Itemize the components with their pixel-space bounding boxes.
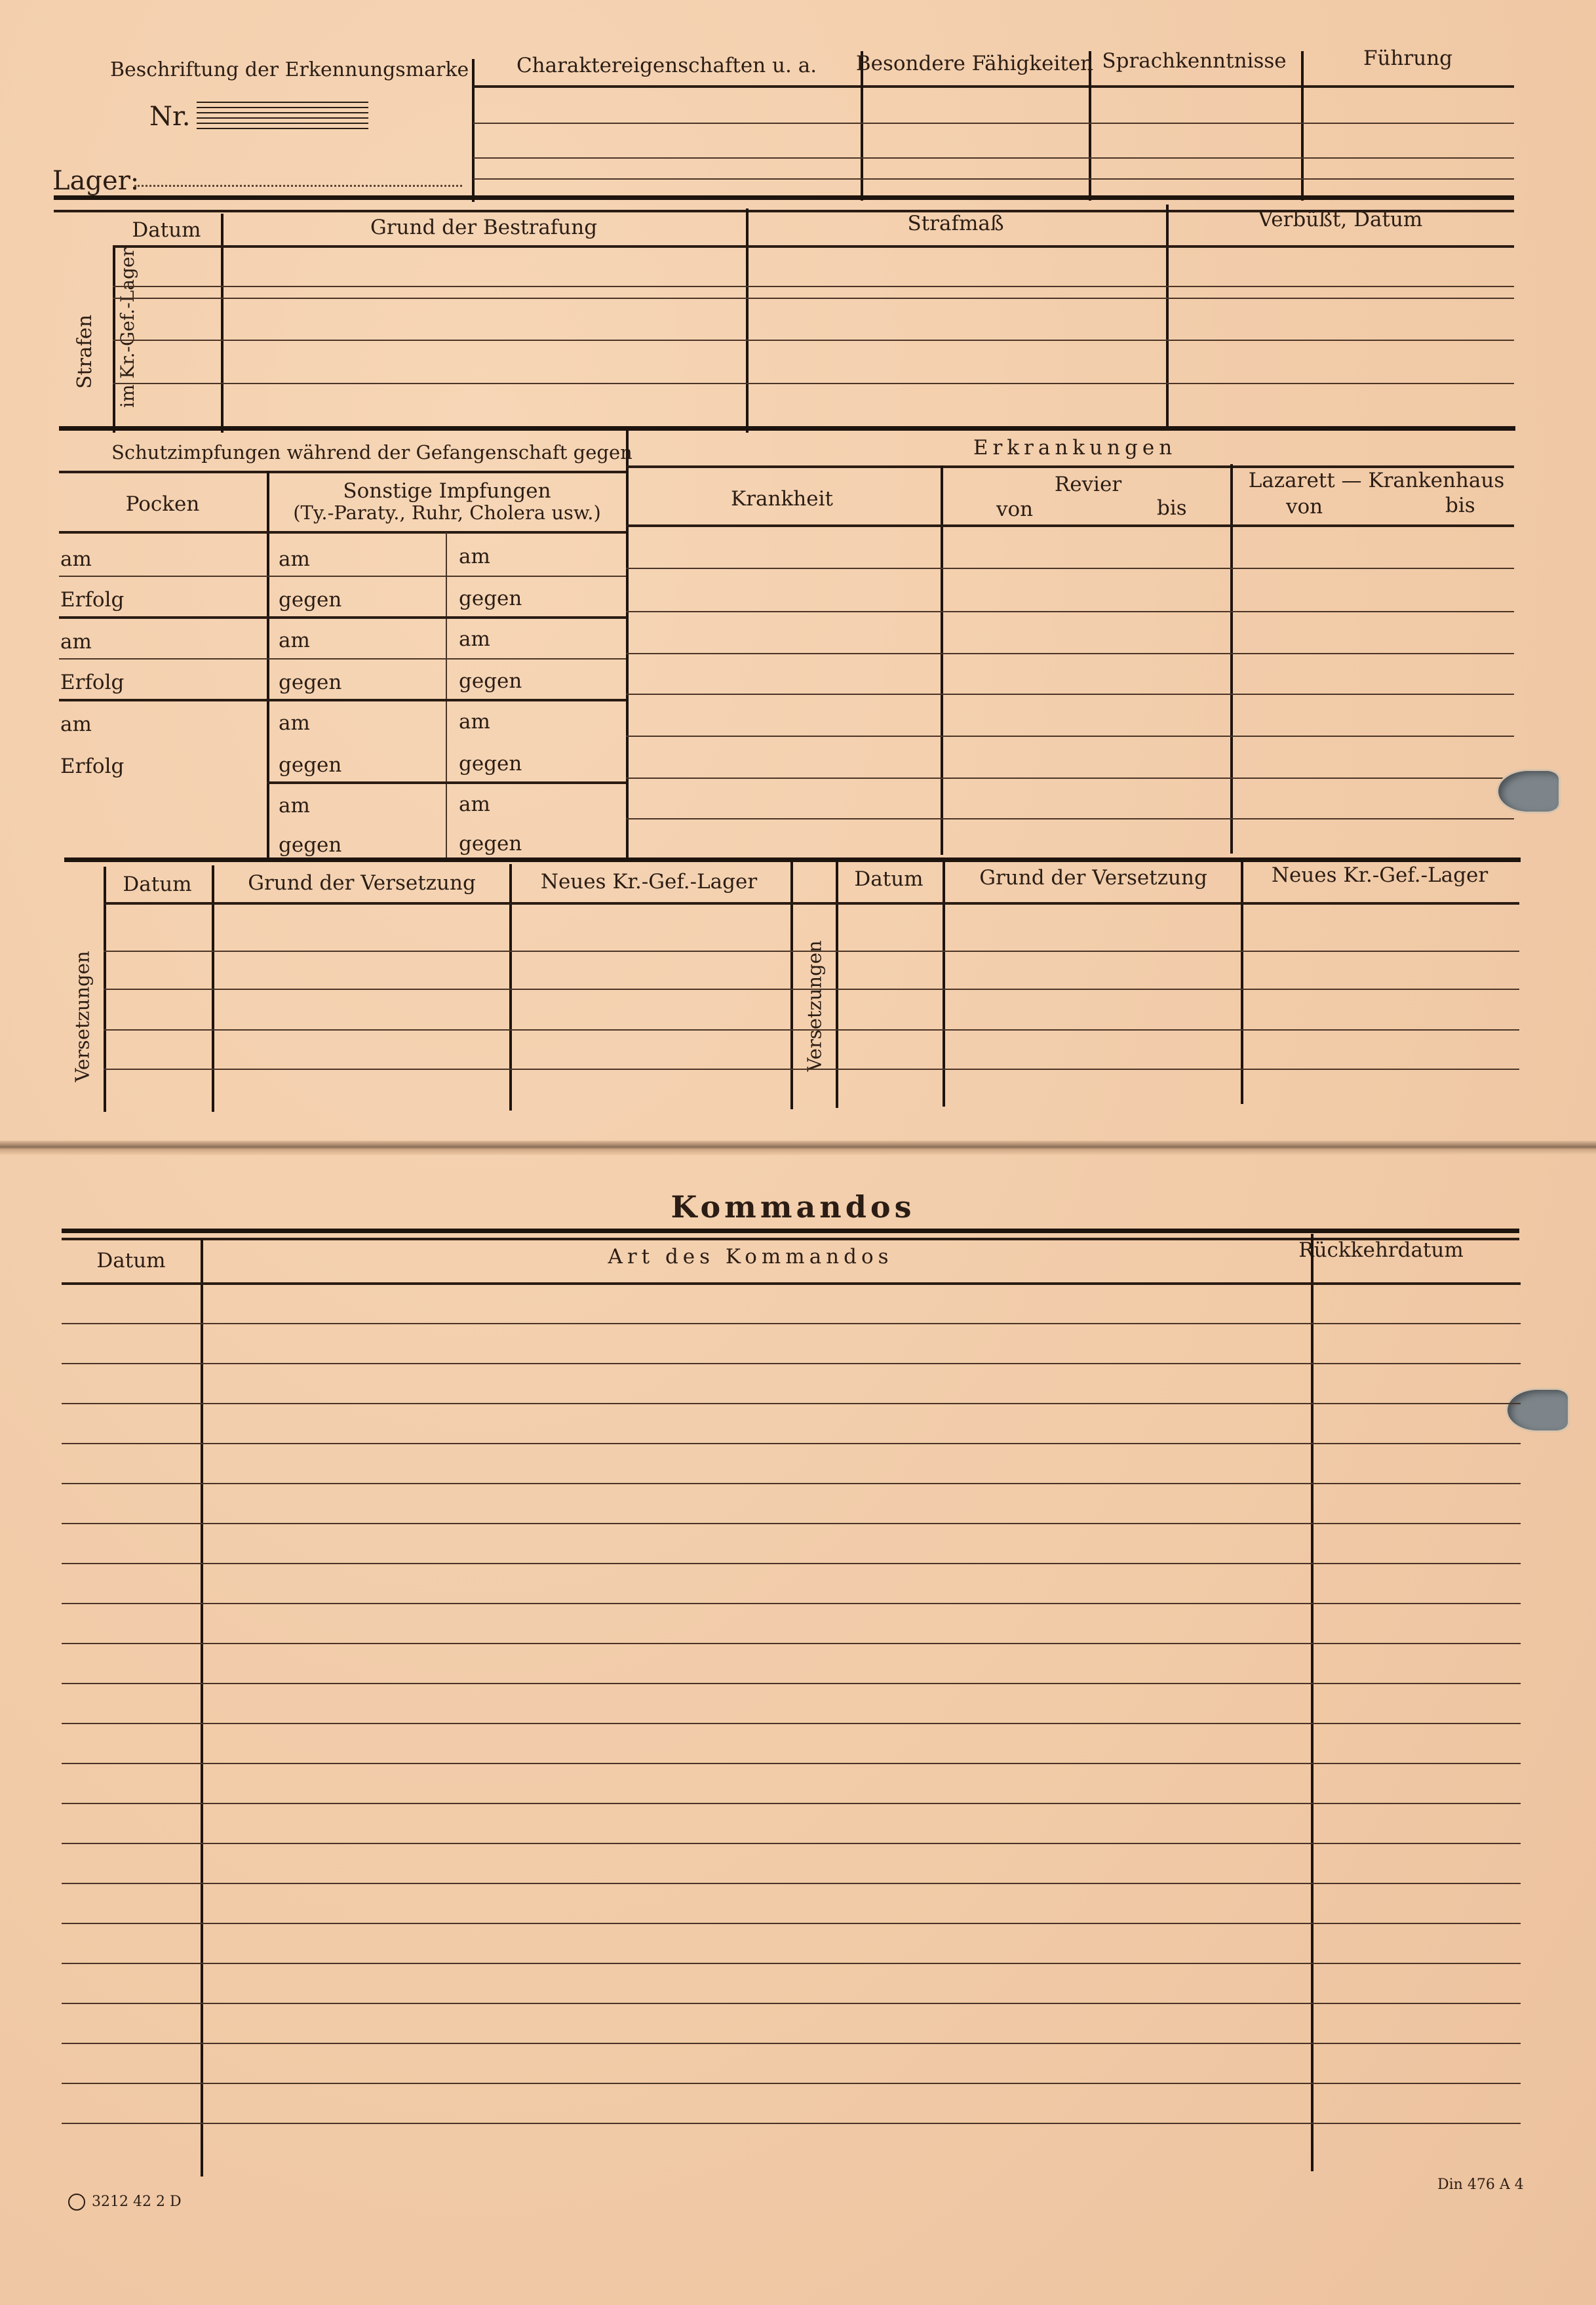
rule <box>59 576 626 577</box>
lazarett-bis: bis <box>1445 494 1475 517</box>
pocken-erfolg-3: Erfolg <box>60 755 125 778</box>
printer-mark-icon <box>68 2194 85 2211</box>
rule <box>473 178 1514 180</box>
kommando-row-rule <box>62 1483 1521 1484</box>
pocken-am-3: am <box>60 713 92 736</box>
sonstige-am-2a: am <box>279 629 310 652</box>
sonstige-gegen-4b: gegen <box>459 832 522 856</box>
rule <box>626 653 1514 654</box>
kommando-row-rule <box>62 1923 1521 1924</box>
rule <box>473 123 1514 124</box>
sonstige-am-4a: am <box>279 794 310 818</box>
sonstige-header-1: Sonstige Impfungen <box>343 479 551 503</box>
rule <box>59 658 626 660</box>
nr-label: Nr. <box>149 102 191 132</box>
kommando-row-rule <box>62 2043 1521 2044</box>
rule <box>59 531 626 534</box>
sonstige-am-2b: am <box>459 627 490 651</box>
faehigkeiten-header: Besondere Fähigkeiten <box>855 52 1094 75</box>
strafmass-header: Strafmaß <box>907 212 1004 235</box>
krankheit-header: Krankheit <box>731 487 833 511</box>
verbuesst-header: Verbüßt, Datum <box>1258 208 1423 231</box>
rule <box>59 471 626 473</box>
sonstige-gegen-4a: gegen <box>279 833 342 857</box>
kommando-row-rule <box>62 1963 1521 1964</box>
rule <box>113 245 1514 248</box>
versetzungen-side-label-right: Versetzungen <box>803 940 826 1072</box>
rule <box>626 611 1514 612</box>
pocken-header: Pocken <box>125 492 200 516</box>
lazarett-von: von <box>1286 495 1323 519</box>
strafen-side-label-1: Strafen <box>73 314 96 389</box>
kommando-row-rule <box>62 1363 1521 1364</box>
rule <box>113 286 1514 287</box>
kommando-row-rule <box>62 1843 1521 1844</box>
kommando-row-rule <box>62 1563 1521 1564</box>
divider <box>1166 205 1169 426</box>
punch-hole <box>1508 1390 1568 1430</box>
strafen-side-label-2: im Kr.-Gef.-Lager <box>117 248 138 408</box>
din-format: Din 476 A 4 <box>1437 2177 1524 2193</box>
divider <box>1311 1234 1314 2171</box>
rule <box>113 340 1514 341</box>
versetzung-lager-header-right: Neues Kr.-Gef.-Lager <box>1271 863 1489 887</box>
versetzung-grund-header-right: Grund der Versetzung <box>979 866 1207 890</box>
sonstige-gegen-2a: gegen <box>279 671 342 694</box>
revier-bis: bis <box>1157 496 1187 520</box>
kommandos-title: Kommandos <box>671 1189 916 1225</box>
versetzung-datum-header-left: Datum <box>123 873 192 896</box>
divider <box>59 426 1515 431</box>
rule <box>267 781 626 784</box>
kommando-art-header: Art des Kommandos <box>608 1245 893 1269</box>
sonstige-gegen-3b: gegen <box>459 752 522 776</box>
kommando-row-rule <box>62 1443 1521 1444</box>
rule <box>104 951 1519 952</box>
rule <box>473 157 1514 159</box>
erkennungsmarke-label: Beschriftung der Erkennungsmarke <box>110 58 469 81</box>
strafen-datum-header: Datum <box>132 218 201 242</box>
divider <box>1230 464 1233 854</box>
kommando-row-rule <box>62 1803 1521 1804</box>
divider <box>201 1239 203 2177</box>
divider <box>446 532 447 860</box>
rule <box>62 1282 1521 1285</box>
lager-label: Lager: <box>52 166 140 196</box>
revier-header: Revier <box>1054 473 1122 496</box>
kommando-row-rule <box>62 1323 1521 1324</box>
divider <box>62 1229 1519 1233</box>
rule <box>104 902 1519 905</box>
kommando-row-rule <box>62 1683 1521 1684</box>
rule <box>104 1029 1519 1031</box>
pocken-erfolg-1: Erfolg <box>60 588 125 612</box>
divider <box>472 59 475 202</box>
sonstige-am-1a: am <box>279 547 310 571</box>
pocken-erfolg-2: Erfolg <box>60 671 125 694</box>
divider <box>836 860 838 1108</box>
sonstige-gegen-3a: gegen <box>279 753 342 777</box>
lager-field <box>134 185 462 187</box>
sonstige-gegen-1a: gegen <box>279 588 342 612</box>
rule <box>104 989 1519 990</box>
divider <box>1241 859 1243 1104</box>
pocken-am-1: am <box>60 547 92 571</box>
rule <box>626 818 1514 819</box>
kommando-row-rule <box>62 2083 1521 2084</box>
divider <box>626 430 629 861</box>
kommando-row-rule <box>62 2003 1521 2004</box>
kommando-row-rule <box>62 1403 1521 1404</box>
divider <box>509 864 512 1111</box>
rule <box>626 778 1514 779</box>
rule <box>626 568 1514 569</box>
rule <box>113 383 1514 384</box>
sonstige-gegen-2b: gegen <box>459 669 522 693</box>
divider <box>54 195 1514 200</box>
sonstige-am-4b: am <box>459 793 490 816</box>
kommando-row-rule <box>62 1763 1521 1764</box>
sonstige-header-2: (Ty.-Paraty., Ruhr, Cholera usw.) <box>293 502 601 524</box>
sonstige-am-3a: am <box>279 711 310 735</box>
pocken-am-2: am <box>60 630 92 654</box>
rule <box>626 524 1514 527</box>
versetzung-datum-header-right: Datum <box>854 867 924 891</box>
strafen-grund-header: Grund der Bestrafung <box>370 216 598 239</box>
divider <box>790 861 793 1109</box>
nr-field-lines <box>197 102 368 129</box>
lazarett-header: Lazarett — Krankenhaus <box>1248 469 1505 492</box>
rule <box>59 699 626 701</box>
kommando-row-rule <box>62 2123 1521 2124</box>
print-code: 3212 42 2 D <box>92 2194 182 2210</box>
kommando-row-rule <box>62 1883 1521 1884</box>
kommando-row-rule <box>62 1603 1521 1604</box>
kommando-row-rule <box>62 1643 1521 1644</box>
rueckkehr-header: Rückkehrdatum <box>1298 1238 1464 1262</box>
divider <box>473 85 1514 88</box>
divider <box>267 471 269 861</box>
rule <box>626 465 1514 468</box>
sonstige-gegen-1b: gegen <box>459 587 522 610</box>
rule <box>626 736 1514 737</box>
rule <box>113 298 1514 299</box>
divider <box>746 208 749 433</box>
sonstige-am-1b: am <box>459 545 490 568</box>
fold-line <box>0 1141 1596 1155</box>
rule <box>626 694 1514 695</box>
kommando-row-rule <box>62 1523 1521 1524</box>
punch-hole <box>1498 771 1559 812</box>
erkrankungen-heading: Erkrankungen <box>973 436 1177 460</box>
fuehrung-header: Führung <box>1363 47 1453 70</box>
rule <box>104 1069 1519 1070</box>
sonstige-am-3b: am <box>459 710 490 734</box>
versetzungen-side-label-left: Versetzungen <box>71 951 94 1082</box>
kommando-datum-header: Datum <box>96 1249 166 1272</box>
sprache-header: Sprachkenntnisse <box>1102 49 1287 73</box>
versetzung-lager-header-left: Neues Kr.-Gef.-Lager <box>540 870 758 894</box>
charakter-header: Charaktereigenschaften u. a. <box>516 54 817 77</box>
kommando-row-rule <box>62 1723 1521 1724</box>
impfungen-heading: Schutzimpfungen während der Gefangenschaft gegen <box>111 441 633 463</box>
versetzung-grund-header-left: Grund der Versetzung <box>248 871 476 895</box>
revier-von: von <box>996 498 1034 521</box>
rule <box>59 616 626 619</box>
